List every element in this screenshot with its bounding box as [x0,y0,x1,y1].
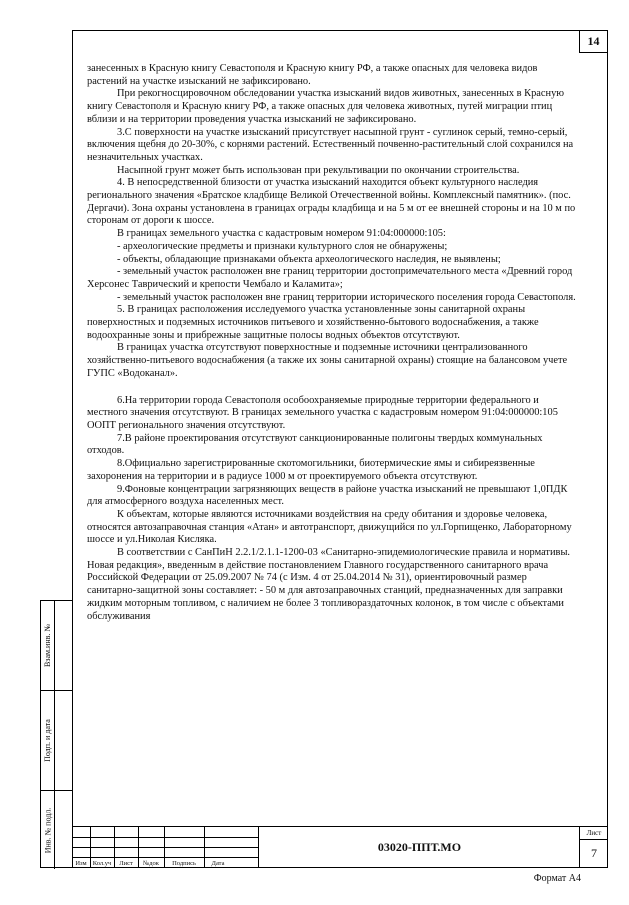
sheet-number: 7 [591,846,597,860]
title-block-header: Дата [211,860,225,867]
revision-grid [72,827,258,868]
paragraph: В границах участка отсутствуют поверхностные и подземные источники централизованного хозяйственно-питьевого водоснабжения (а также их зоны санитарной охраны) стоящие на балансовом учете ГУПС «Водоканал». [87,342,568,379]
paragraph: - земельный участок расположен вне границ территории исторического поселения города Севастополя. [117,291,576,303]
side-cell-inv [41,791,72,869]
title-block-header: Изм [75,860,87,867]
sheet-label: Лист [580,827,608,840]
paragraph: - объекты, обладающие признаками объекта археологического наследия, не выявлены; [117,253,501,265]
side-cell-podp [41,691,72,791]
paragraph: занесенных в Красную книгу Севастополя и Красную книгу РФ, а также опасных для человека видов растений на участке изысканий не зафиксировано. [87,63,538,87]
title-block [72,826,608,868]
document-body [87,63,577,623]
paragraph: К объектам, которые являются источниками воздействия на среду обитания и здоровье человека, относятся автозаправочная станция «Атан» и автотранспорт, движущийся по ул.Горпищенко, Лабораторному шоссе и ул.Николая Кисляка. [87,508,572,546]
paragraph: 6.На территории города Севастополя особоохраняемые природные территории федерального и местного значения отсутствуют. В границах земельного участка с кадастровым номером 91:04:000000:105 ООПТ регионального значения отсутствуют. [87,394,558,431]
side-label-podp: Подп. и дата [43,719,52,762]
paragraph: 9.Фоновые концентрации загрязняющих веществ в районе участка изысканий не превышают 1,0ПДК для атмосферного воздуха населенных мест. [87,483,568,508]
paragraph: - земельный участок расположен вне границ территории достопримечательного места «Древний город Херсонес Таврический и крепости Чембало и Каламита»; [87,266,573,290]
paragraph: При рекогносцировочном обследовании участка изысканий видов животных, занесенных в Красную книгу Севастополя и Красную книгу РФ, а также опасных для человека животных, путей миграции птиц вблизи и на территории проведения участка изысканий не зафиксировано. [87,88,565,125]
paragraph: 5. В границах расположения исследуемого участка установленные зоны санитарной охраны поверхностных и подземных источников питьевого и хозяйственно-бытового водоснабжения, а также водоохранные зоны и прибрежные защитные полосы водных объектов отсутствуют. [87,304,539,341]
side-label-inv: Инв. № подл. [43,807,52,853]
paragraph-gap [87,381,577,395]
page-number: 14 [579,31,607,53]
document-code: 03020-ППТ.МО [258,827,580,868]
paragraph: В границах земельного участка с кадастровым номером 91:04:000000:105: [117,228,446,240]
title-block-header: Подпись [172,860,196,867]
paragraph: Насыпной грунт может быть использован при рекультивации по окончании строительства. [117,164,520,176]
title-block-header: Кол.уч [92,860,112,867]
paragraph: 3.С поверхности на участке изысканий присутствует насыпной грунт - суглинок серый, темно-серый, включения щебня до 20-30%, с корнями растений. Естественный почвенно-растительный слой сохранился на незначительных участках. [87,126,574,163]
drawing-frame [72,30,608,868]
paragraph: - археологические предметы и признаки культурного слоя не обнаружены; [117,240,448,252]
sheet-box [579,827,608,868]
paragraph: В соответствии с СанПиН 2.2.1/2.1.1-1200-03 «Санитарно-эпидемиологические правила и нормативы. Новая редакция», введенным в действие постановлением Главного государственного санитарного врача Российской Федерации от 25.09.2007 № 74 (с Изм. 4 от 25.04.2014 № 31), ориентировочный размер санитарно-защитной зоны составляет: - 50 м для автозаправочных станций, предназначенных для заправки жидким моторным топливом, с наличием не более 3 топливораздаточных колонок, в том числе с объектами обслуживания [87,547,571,622]
side-stamp [40,600,72,868]
side-label-vzam: Взам.инв. № [43,623,52,668]
title-block-header: №док [143,860,159,867]
paragraph: 7.В районе проектирования отсутствуют санкционированные полигоны твердых коммунальных отходов. [87,432,543,457]
paragraph: 4. В непосредственной близости от участка изысканий находится объект культурного наследия регионального значения «Братское кладбище Великой Отечественной войны. Комплексный памятник». (пос. Дергачи). Зона охраны установлена в границах ограды кладбища и на 5 м от ее внешней стороны и на 10 м по сторонам от дороги к шоссе. [87,177,576,227]
format-label: Формат А4 [533,873,581,884]
title-block-header: Лист [119,860,133,867]
paragraph: 8.Официально зарегистрированные скотомогильники, биотермические ямы и сибиреязвенные захоронения на территории и в радиусе 1000 м от проектируемого объекта отсутствуют. [87,458,535,482]
side-cell-vzam [41,601,72,691]
